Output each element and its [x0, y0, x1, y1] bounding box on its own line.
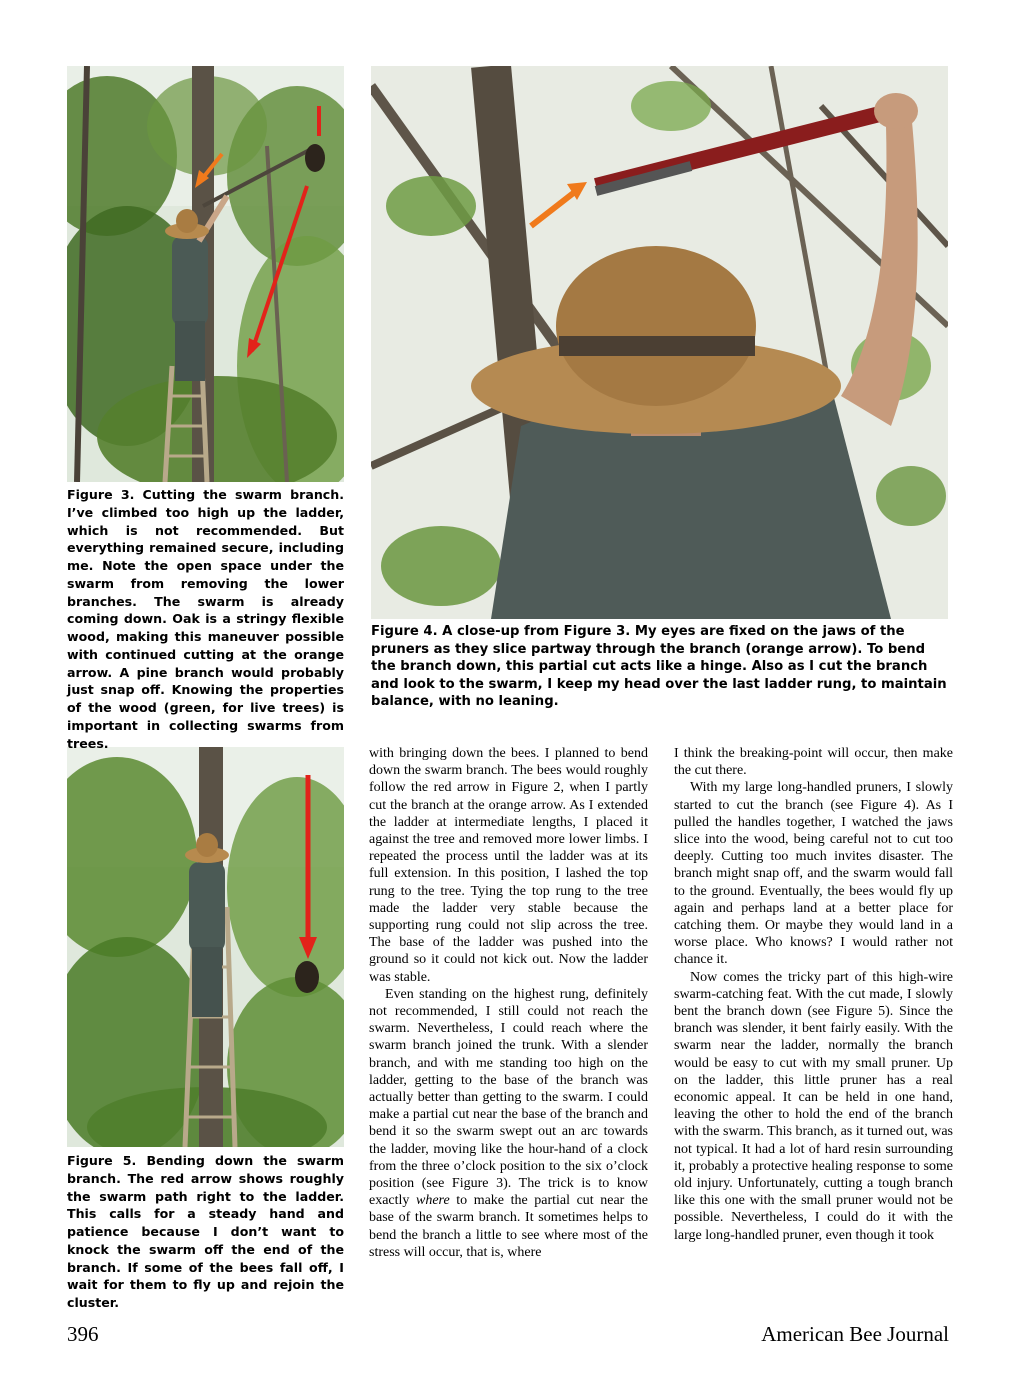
- figure-4-caption: Figure 4. A close-up from Figure 3. My eyes are fixed on the jaws of the pruners as they slice partway through the branch (orange arrow). To bend the branch down, this partial cut acts like a hinge. Also as I cut the branch and look to the swarm, I keep my head over the last ladder rung, to maintain balance, with no leaning.: [371, 624, 947, 710]
- body-paragraph: [369, 986, 648, 1261]
- emphasis-text: where: [415, 1193, 450, 1209]
- figure-3-photo: [67, 66, 344, 482]
- figure-3-caption: Figure 3. Cutting the swarm branch. I’ve climbed too high up the ladder, which is not recommended. But everything remained secure, including me. Note the open space under the swarm from removing the lower branches. The swarm is already coming down. Oak is a stringy flexible wood, making this maneuver possible with continued cutting at the orange arrow. A pine branch would probably just snap off. Knowing the properties of the wood (green, for live trees) is important in collecting swarms from trees.: [67, 487, 344, 751]
- figure-5-photo: [67, 747, 344, 1147]
- figure-3-illustration: [67, 66, 344, 482]
- body-paragraph: With my large long-handled pruners, I slowly started to cut the branch (see Figure 4). As I pulled the handles together, I watched the jaws slice into the wood, being careful not to cut too deeply. Cutting too much invites disaster. The branch might snap off, and the swarm would fall to the ground. Eventually, the bees would fly up again and perhaps land at a better place for catching them. Or maybe they would land in a worse place. Who knows? I would rather not chance it.: [674, 780, 953, 968]
- body-text: Even standing on the highest rung, definitely not recommended, I still could not reach the swarm. Nevertheless, I could reach where the swarm branch joined the trunk. With a slender branch, and with me standing too high on the ladder, getting to the base of the branch was actually better than getting to the swarm. I could make a partial cut near the base of the branch and bend it so the swarm swept out an arc towards the ladder, moving like the hour-hand of a clock from the three o’clock position to the six o’clock position (see Figure 3). The trick is to know exactly: [369, 986, 648, 1209]
- figure-4-illustration: [371, 66, 948, 619]
- figure-5-illustration: [67, 747, 344, 1147]
- figure-4-photo: [371, 66, 948, 619]
- body-paragraph: I think the breaking-point will occur, then make the cut there.: [674, 746, 953, 779]
- body-paragraph: Now comes the tricky part of this high-wire swarm-catching feat. With the cut made, I slowly bent the branch down (see Figure 5). Since the branch was slender, it bent fairly easily. With the swarm near the ladder, normally the branch would be easy to cut with my small pruner. Up on the ladder, this little pruner has a real economic appeal. It can be held in one hand, leaving the other to hold the end of the branch with the swarm. This branch, as it turned out, was not typical. It had a lot of hard resin surrounding it, probably a protective healing response to some old injury. Unfortunately, cutting a tough branch like this one with the small pruner would not be possible. Nevertheless, I could do it with the large long-handled pruner, even though it took: [674, 969, 953, 1243]
- journal-title: American Bee Journal: [761, 1322, 949, 1346]
- body-text: to make the partial cut near the base of the swarm branch. It sometimes helps to bend the branch a little to see where most of the stress will occur, that is, where: [369, 1193, 648, 1260]
- body-column-2: [369, 745, 648, 1261]
- page-number: 396: [67, 1322, 99, 1346]
- figure-5-caption: Figure 5. Bending down the swarm branch. The red arrow shows roughly the swarm path right to the ladder. This calls for a steady hand and patience because I don’t want to knock the swarm off the end of the branch. If some of the bees fall off, I wait for them to fly up and rejoin the cluster.: [67, 1153, 344, 1310]
- body-paragraph: with bringing down the bees. I planned to bend down the swarm branch. The bees would roughly follow the red arrow in Figure 2, when I partly cut the branch at the orange arrow. As I extended the ladder at intermediate lengths, I placed it against the tree and removed more lower limbs. I repeated the process until the ladder was at its full extension. In this position, I lashed the top rung to the tree. Tying the top rung to the tree made the ladder very stable because the supporting rung could not slip across the tree. The base of the ladder was pushed into the ground so it could not kick out. Now the ladder was stable.: [369, 746, 648, 985]
- body-column-3: [674, 745, 953, 1244]
